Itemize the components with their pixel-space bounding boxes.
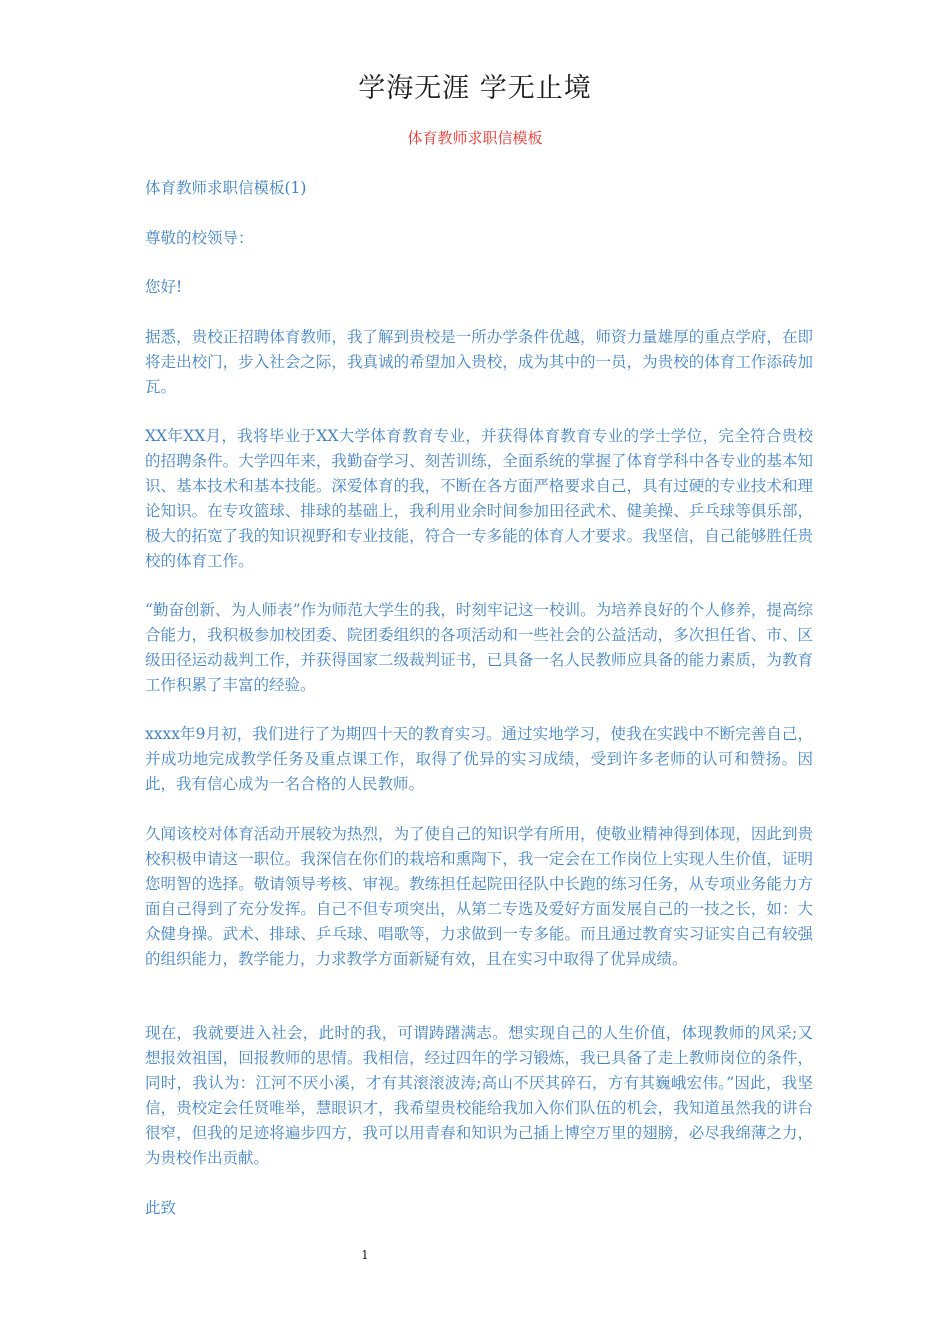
letter-heading: 体育教师求职信模板(1) (145, 179, 307, 197)
paragraph: 久闻该校对体育活动开展较为热烈，为了使自己的知识学有所用，使敬业精神得到体现，因此到贵校积极申请这一职位。我深信在你们的栽培和熏陶下，我一定会在工作岗位上实现人生价值，证明您明智的选择。敬请领导考核、审视。教练担任起院田径队中长跑的练习任务，从专项业务能力方面自己得到了充分发挥。自己不但专项突出，从第二专选及爱好方面发展自己的一技之长，如：大众健身操。武术、排球、乒乓球、唱歌等，力求做到一专多能。而且通过教育实习证实自己有较强的组织能力，教学能力，力求教学方面新疑有效，且在实习中取得了优异成绩。 (145, 825, 813, 968)
salutation: 尊敬的校领导： (145, 229, 254, 247)
paragraph: 据悉，贵校正招聘体育教师，我了解到贵校是一所办学条件优越，师资力量雄厚的重点学府，在即将走出校门，步入社会之际，我真诚的希望加入贵校，成为其中的一员，为贵校的体育工作添砖加瓦。 (145, 328, 813, 396)
paragraph: xxxx年9月初，我们进行了为期四十天的教育实习。通过实地学习，使我在实践中不断完善自己，并成功地完成教学任务及重点课工作，取得了优异的实习成绩，受到许多老师的认可和赞扬。因此，我有信心成为一名合格的人民教师。 (145, 725, 813, 793)
paragraph: 现在，我就要进入社会，此时的我，可谓踌躇满志。想实现自己的人生价值，体现教师的风采;又想报效祖国，回报教师的思情。我相信，经过四年的学习锻炼，我已具备了走上教师岗位的条件，同时，我认为：江河不厌小溪，才有其滚滚波涛;高山不厌其碎石，方有其巍峨宏伟。”因此，我坚信，贵校定会任贤唯举，慧眼识才，我希望贵校能给我加入你们队伍的机会，我知道虽然我的讲台很窄，但我的足迹将遍步四方，我可以用青春和知识为己插上博空万里的翅膀，必尽我绵薄之力，为贵校作出贡献。 (145, 1024, 813, 1167)
header-title: 学海无涯 学无止境 (358, 73, 592, 104)
page-number: 1 (361, 1248, 369, 1262)
paragraph: XX年XX月，我将毕业于XX大学体育教育专业，并获得体育教育专业的学士学位，完全符合贵校的招聘条件。大学四年来，我勤奋学习、刻苦训练，全面系统的掌握了体育学科中各专业的基本知识、基本技术和基本技能。深爱体育的我，不断在各方面严格要求自己，具有过硬的专业技术和理论知识。在专攻篮球、排球的基础上，我利用业余时间参加田径武术、健美操、乒乓球等俱乐部，极大的拓宽了我的知识视野和专业技能，符合一专多能的体育人才要求。我坚信，自己能够胜任贵校的体育工作。 (145, 427, 813, 570)
sub-title: 体育教师求职信模板 (407, 129, 543, 147)
closing: 此致 (145, 1199, 177, 1217)
paragraph: “勤奋创新、为人师表”作为师范大学生的我，时刻牢记这一校训。为培养良好的个人修养，提高综合能力，我积极参加校团委、院团委组织的各项活动和一些社会的公益活动，多次担任省、市、区级田径运动裁判工作，并获得国家二级裁判证书，已具备一名人民教师应具备的能力素质，为教育工作积累了丰富的经验。 (145, 601, 813, 694)
greeting: 您好! (145, 278, 183, 296)
